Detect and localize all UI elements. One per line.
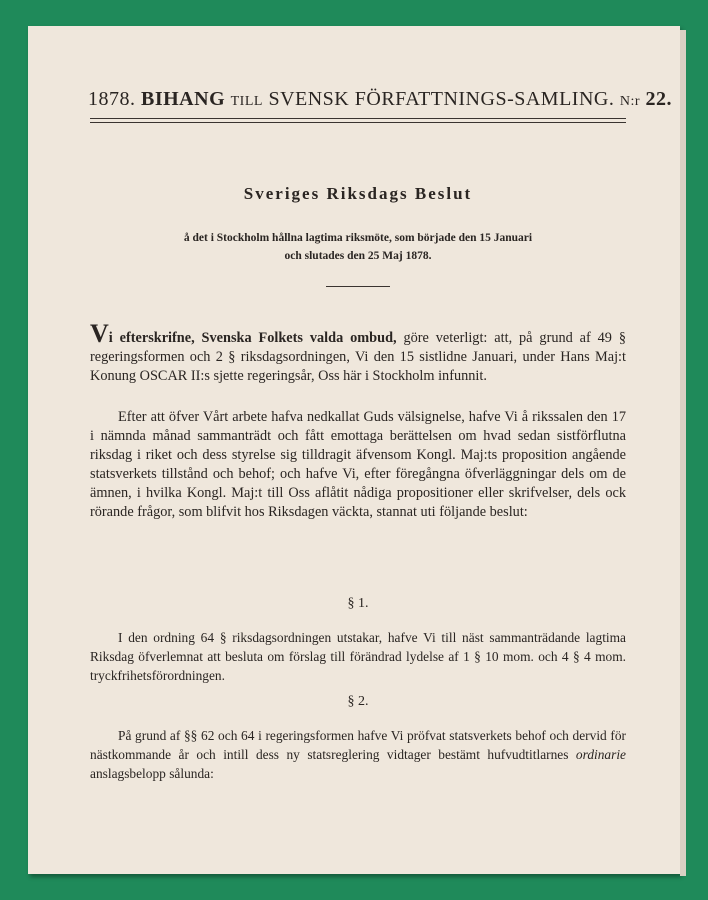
paragraph-4-italic: ordinarie	[575, 747, 626, 762]
header-number-label: N:r	[619, 94, 641, 109]
title-divider	[326, 286, 390, 287]
paragraph-1-lead: i efterskrifne, Svenska Folkets valda ombud,	[108, 330, 397, 346]
header-year: 1878.	[88, 88, 136, 110]
header-title: SVENSK FÖRFATTNINGS-SAMLING.	[268, 88, 615, 110]
drop-cap: V	[90, 319, 109, 348]
header-rule-bottom	[90, 122, 626, 123]
subtitle-line-2: och slutades den 25 Maj 1878.	[284, 250, 432, 262]
header-number: 22.	[645, 88, 673, 110]
paragraph-3: I den ordning 64 § riksdagsordningen utstakar, hafve Vi till näst sammanträdande lagtima Riksdag öfverlemnat att besluta om förslag till förändrad lydelse af 1 § 10 mom. och 4 § 4 mom. tryckfrihetsförordningen.	[90, 630, 626, 683]
paragraph-4	[90, 726, 626, 783]
header-till: TILL	[230, 94, 263, 109]
document-title: Sveriges Riksdags Beslut	[243, 184, 473, 203]
paragraph-4-text-a: På grund af §§ 62 och 64 i regeringsformen hafve Vi pröfvat statsverkets behof och dervid för nästkommande år och intill dess ny statsreglering vidtager bestämt hufvudtitlarnes	[90, 728, 626, 762]
page-header	[88, 88, 673, 111]
subtitle-line-1: å det i Stockholm hållna lagtima riksmöte, som började den 15 Januari	[183, 232, 533, 244]
document-subtitle	[88, 229, 628, 265]
section-2-heading: § 2.	[347, 694, 369, 709]
paragraph-1-text: göre veterligt: att, på grund af 49 § regeringsformen och 2 § riksdagsordningen, Vi den 15 sistlidne Januari, under Hans Maj:t Konung OSCAR II:s sjette regeringsår, Oss här i Stockholm infunnit.	[90, 330, 626, 384]
paragraph-1	[90, 319, 626, 386]
document-page	[28, 26, 680, 874]
paragraph-4-text-b: anslagsbelopp sålunda:	[90, 766, 214, 781]
header-rule-top	[90, 118, 626, 119]
header-bihang: BIHANG	[141, 88, 226, 110]
paragraph-2: Efter att öfver Vårt arbete hafva nedkallat Guds välsignelse, hafve Vi å rikssalen den 17 i nämnda månad sammanträdt och fått emottaga berättelsen om hvad sedan sistförflutna riksdag i riket och dess styrelse sig tilldragit äfvensom Kongl. Maj:ts proposition angående statsverkets tillstånd och behof; och hafve Vi, efter föregångna öfverläggningar dels om de ämnen, i hvilka Kongl. Maj:t till Oss aflåtit nådiga propositioner eller skrifvelser, dels ock rörande frågor, som blifvit hos Riksdagen väckta, stannat uti följande beslut:	[90, 409, 626, 520]
section-1-heading: § 1.	[347, 596, 369, 611]
